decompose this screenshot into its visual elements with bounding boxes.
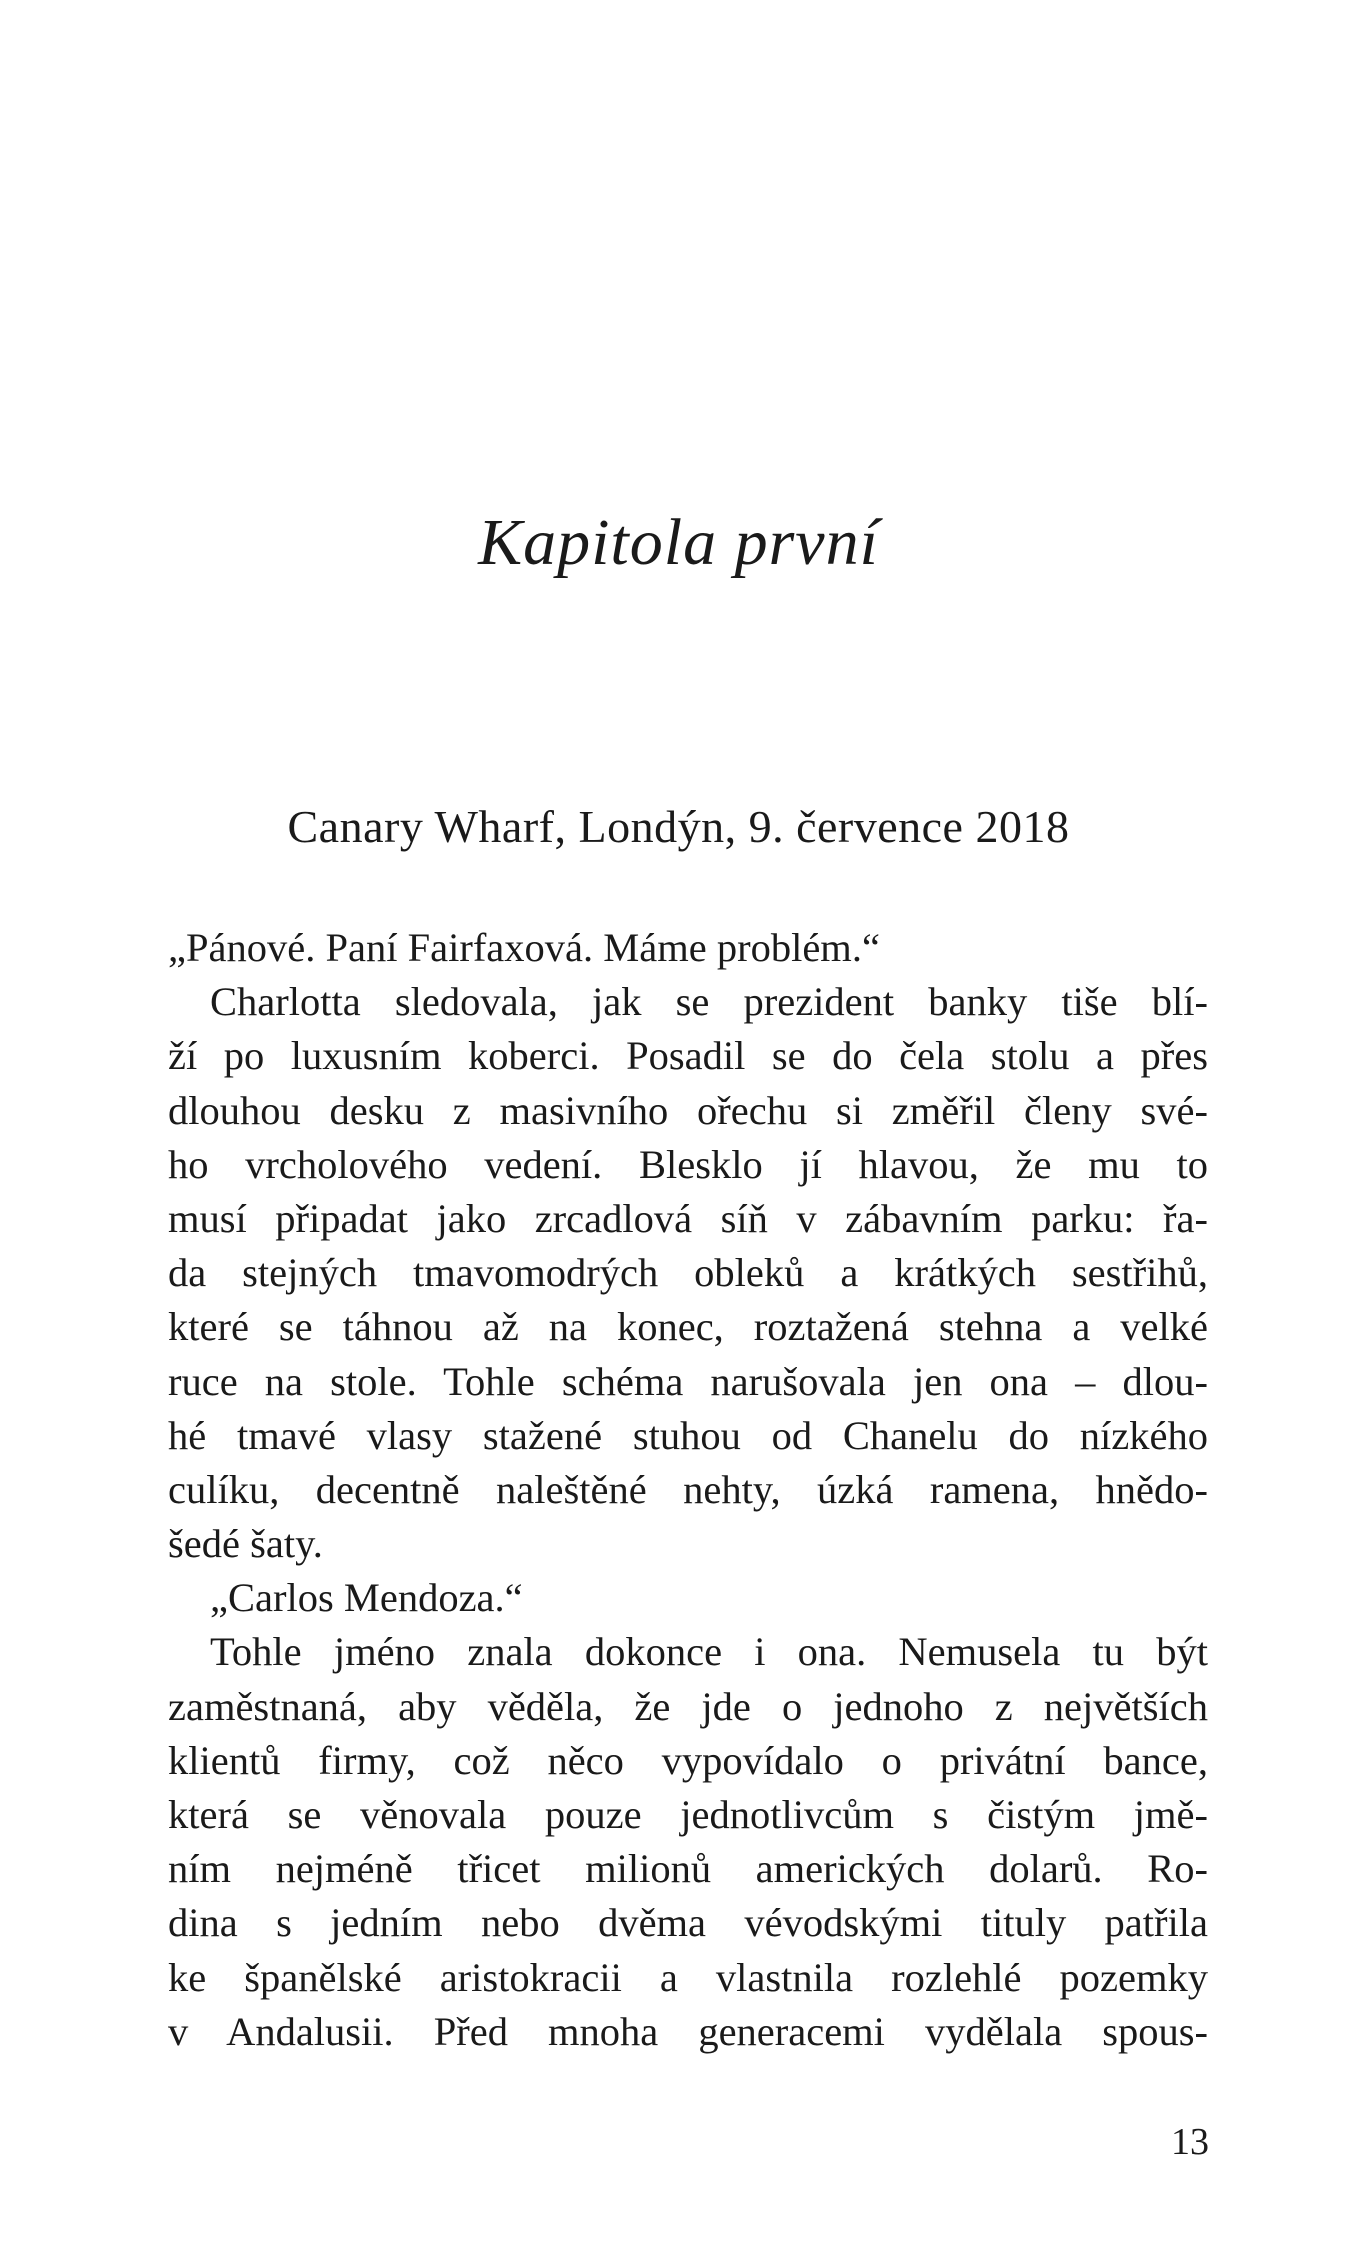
text-line: dlouhou desku z masivního ořechu si změřil členy své- [168,1087,1208,1133]
text-line: ke španělské aristokracii a vlastnila rozlehlé pozemky [168,1954,1208,2000]
text-line: da stejných tmavomodrých obleků a krátkých sestřihů, [168,1250,1208,1296]
text-line: ho vrcholového vedení. Blesklo jí hlavou, že mu to [168,1141,1208,1187]
text-line: ním nejméně třicet milionů amerických dolarů. Ro- [168,1846,1208,1892]
text-line: musí připadat jako zrcadlová síň v zábavním parku: řa- [168,1195,1208,1241]
text-line: které se táhnou až na konec, roztažená stehna a velké [168,1304,1208,1350]
text-line: Tohle jméno znala dokonce i ona. Nemusela tu být [210,1629,1208,1675]
text-line: šedé šaty. [168,1521,323,1567]
text-line: culíku, decentně naleštěné nehty, úzká ramena, hnědo- [168,1466,1208,1512]
chapter-title: Kapitola první [478,506,879,579]
text-line: „Pánové. Paní Fairfaxová. Máme problém.“ [168,925,880,970]
text-line: Charlotta sledovala, jak se prezident banky tiše blí- [210,979,1208,1025]
place-date-heading: Canary Wharf, Londýn, 9. července 2018 [287,801,1070,852]
text-line: hé tmavé vlasy stažené stuhou od Chanelu do nízkého [168,1412,1208,1458]
text-line: „Carlos Mendoza.“ [210,1575,523,1621]
text-line: v Andalusii. Před mnoha generacemi vydělala spous- [168,2008,1208,2054]
text-line: zaměstnaná, aby věděla, že jde o jednoho z největších [168,1683,1208,1729]
text-line: ží po luxusním koberci. Posadil se do čela stolu a přes [168,1033,1208,1079]
text-line: která se věnovala pouze jednotlivcům s čistým jmě- [168,1792,1208,1837]
text-line: klientů firmy, což něco vypovídalo o privátní bance, [168,1737,1208,1783]
text-line: dina s jedním nebo dvěma vévodskými tituly patřila [168,1900,1208,1946]
page-number: 13 [1171,2121,1209,2163]
body-text [168,921,1208,2059]
text-line: ruce na stole. Tohle schéma narušovala jen ona – dlou- [168,1358,1208,1404]
